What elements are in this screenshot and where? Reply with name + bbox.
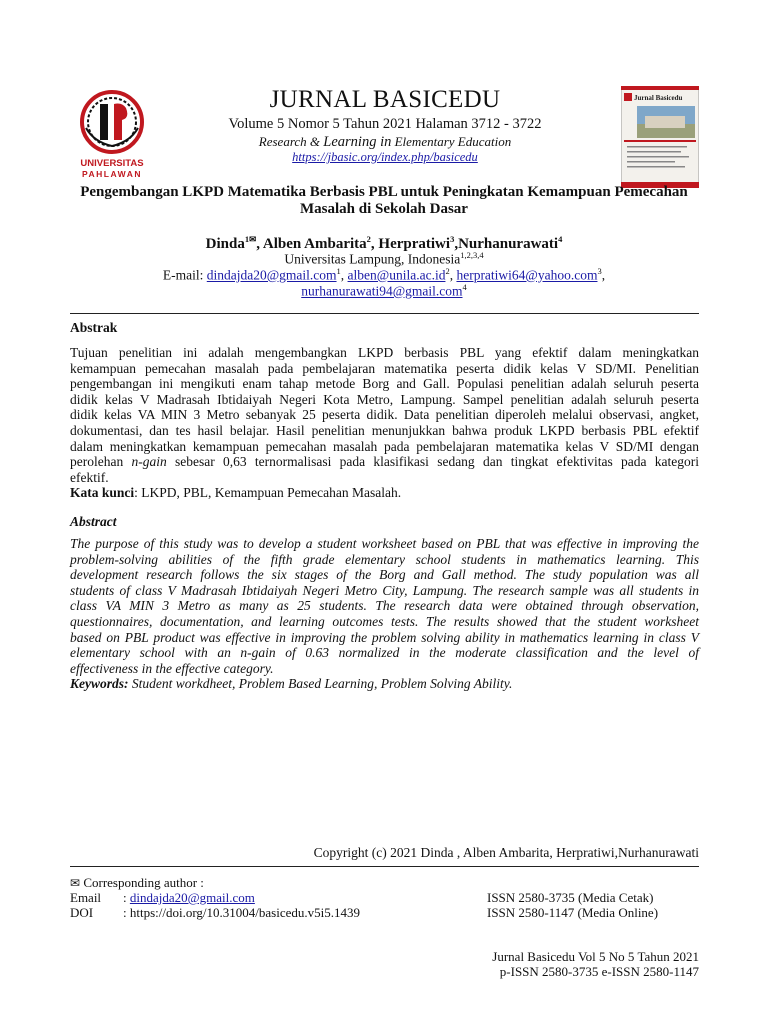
journal-url-link[interactable]: https://jbasic.org/index.php/basicedu — [292, 150, 478, 164]
author-list: Dinda$^{1✉}$, Alben Ambarita$^2$, Herpratiwi$^3$,Nurhanurawati$^4$ — [205, 234, 563, 252]
email-value: : dindajda20@gmail.com — [123, 890, 255, 905]
logo-text-bottom: PAHLAWAN — [81, 169, 143, 179]
footer-divider — [70, 866, 699, 867]
journal-tagline: Research & Learning in Elementary Education — [258, 134, 512, 150]
author-name: , Alben Ambarita — [256, 236, 367, 252]
author-emails-cont: nurhanurawati94@gmail.com$^4$ — [301, 282, 467, 299]
abstract-keywords: Keywords: Student workdheet, Problem Based Learning, Problem Solving Ability. — [70, 676, 513, 692]
journal-title: JURNAL BASICEDU — [269, 86, 501, 113]
email-link[interactable]: dindajda20@gmail.com — [206, 267, 337, 283]
logo-text-top: UNIVERSITAS — [80, 158, 144, 169]
author-name: ,Nurhanurawati — [454, 236, 559, 252]
header-divider — [70, 313, 699, 314]
corresponding-email-link[interactable]: dindajda20@gmail.com — [129, 890, 255, 905]
author-name: Dinda — [205, 236, 245, 252]
copyright-line: Copyright (c) 2021 Dinda , Alben Ambarita, Herpratiwi,Nurhanurawati — [313, 845, 699, 860]
email-link[interactable]: alben@unila.ac.id — [347, 267, 446, 283]
doi-label: DOI — [70, 905, 94, 920]
abstract-body: The purpose of this study was to develop a student worksheet based on PBL that was effective in improving the problem-solving abilities of the fifth grade elementary school students in mathematics learning. This development research follows the six stages of the Borg and Gall method. The study population was all students of class V Madrasah Ibtidaiyah Negeri Metro City, Lampung. The research sample was all students in class VA MIN 3 Metro as many as 25 students. The research data were obtained through observation, questionnaires, documentation, and learning outcomes tests. The results showed that the student worksheet based on PBL product was effective in improving the problem solving ability in mathematics learning in class V elementary school with an n-gain of 0.63 normalized in the moderate classification and the level of effectiveness in the effective category. Keywords: Student workdheet, Problem Based Learning, Problem Solving Ability. — [70, 536, 699, 692]
corresponding-author: ✉ Corresponding author : — [70, 875, 204, 890]
journal-cover-image — [621, 86, 699, 188]
abstrak-heading: Abstrak — [70, 320, 118, 335]
volume-line: Volume 5 Nomor 5 Tahun 2021 Halaman 3712 - 3722 — [228, 116, 542, 132]
issn-online: ISSN 2580-1147 (Media Online) — [487, 905, 659, 920]
affiliation: Universitas Lampung, Indonesia$^{1,2,3,4}$ — [284, 250, 484, 267]
author-emails: E-mail: dindajda20@gmail.com$^1$, $alben@unila.ac.id^2$, herpratiwi64@yahoo.com$^3$, — [162, 266, 606, 283]
running-footer-line2: p-ISSN 2580-3735 e-ISSN 2580-1147 — [499, 964, 699, 979]
envelope-icon: ✉ — [70, 876, 81, 890]
email-link[interactable]: nurhanurawati94@gmail.com — [301, 283, 463, 299]
university-logo — [66, 84, 158, 182]
abstract-heading: Abstract — [70, 514, 117, 529]
abstrak-body: Tujuan penelitian ini adalah mengembangkan LKPD berbasis PBL yang efektif dalam meningkatkan kemampuan pemecahan masalah pada pembelajaran matematika peserta didik kelas V SD/MI. Penelitian pengembangan ini mengikuti enam tahap metode Borg and Gall. Populasi penelitian adalah seluruh peserta didik kelas V Madrasah Ibtidaiyah Negeri Kota Metro, Lampung. Sampel penelitian adalah seluruh peserta didik kelas VA MIN 3 Metro sebanyak 25 peserta didik. Data penelitian diperoleh melalui observasi, angket, dokumentasi, dan tes hasil belajar. Hasil penelitian menunjukkan bahwa produk LKPD berbasis PBL efektif dalam meningkatkan kemampuan pemecahan masalah pada pembelajaran matematika kelas V SD/MI dengan perolehan n-gain sebesar 0,63 ternormalisasi pada klasifikasi sedang dan tingkat efektivitas pada kategori efektif. Kata kunci: LKPD, PBL, Kemampuan Pemecahan Masalah. — [70, 345, 699, 501]
running-footer-line1: Jurnal Basicedu Vol 5 No 5 Tahun 2021 — [492, 949, 699, 964]
journal-url[interactable] — [170, 150, 600, 165]
email-link[interactable]: herpratiwi64@yahoo.com — [456, 267, 598, 283]
cover-title: Jurnal Basicedu — [634, 94, 683, 102]
email-label: Email — [70, 890, 102, 905]
author-name: , Herpratiwi — [370, 236, 451, 252]
doi-value: : https://doi.org/10.31004/basicedu.v5i5.1439 — [123, 905, 361, 920]
paper-title: Pengembangan LKPD Matematika Berbasis PBL untuk Peningkatan Kemampuan Pemecahan Masalah di Sekolah Dasar — [80, 184, 688, 217]
issn-print: ISSN 2580-3735 (Media Cetak) — [487, 890, 654, 905]
abstrak-keywords: Kata kunci: LKPD, PBL, Kemampuan Pemecahan Masalah. — [70, 485, 402, 501]
